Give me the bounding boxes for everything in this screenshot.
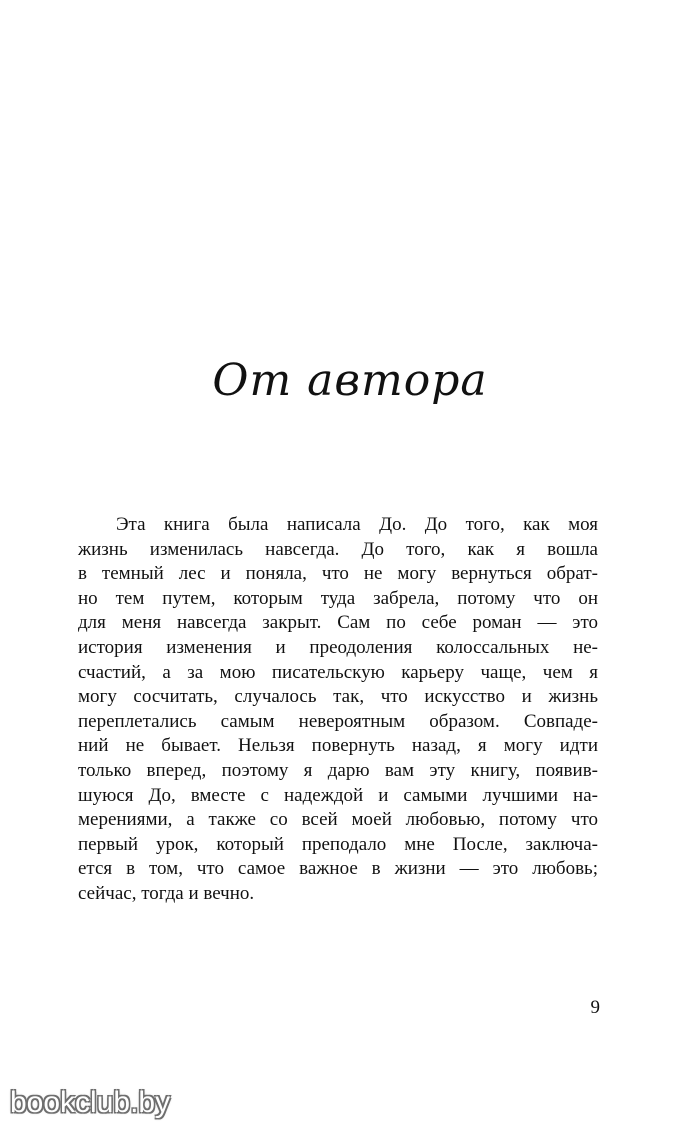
paragraph-line: счастий, а за мою писательскую карьеру чаще, чем я (78, 661, 598, 683)
paragraph-line: история изменения и преодоления колоссальных не- (78, 636, 598, 658)
paragraph-line: могу сосчитать, случалось так, что искусство и жизнь (78, 686, 598, 708)
body-paragraph (78, 513, 598, 907)
paragraph-line: переплетались самым невероятным образом. Совпаде- (78, 710, 598, 732)
paragraph-line: ний не бывает. Нельзя повернуть назад, я могу идти (78, 735, 598, 757)
page-number: 9 (590, 997, 600, 1018)
paragraph-line: но тем путем, которым туда забрела, потому что он (78, 587, 598, 609)
paragraph-line: сейчас, тогда и вечно. (78, 882, 255, 904)
paragraph-line: жизнь изменилась навсегда. До того, как я вошла (78, 538, 598, 560)
watermark-logo: bookclub.by (10, 1086, 171, 1119)
paragraph-line: в темный лес и поняла, что не могу вернуться обрат- (78, 563, 598, 585)
chapter-heading: От автора (212, 355, 488, 406)
paragraph-line: ется в том, что самое важное в жизни — это любовь; (78, 858, 598, 880)
paragraph-line: первый урок, который преподало мне После, заключа- (78, 833, 598, 855)
paragraph-line: мерениями, а также со всей моей любовью, потому что (78, 809, 598, 831)
paragraph-line: только вперед, поэтому я дарю вам эту книгу, появив- (78, 759, 598, 781)
paragraph-line: для меня навсегда закрыт. Сам по себе роман — это (78, 612, 598, 634)
paragraph-line: Эта книга была написала До. До того, как моя (116, 514, 598, 535)
paragraph-line: шуюся До, вместе с надеждой и самыми лучшими на- (78, 784, 598, 806)
